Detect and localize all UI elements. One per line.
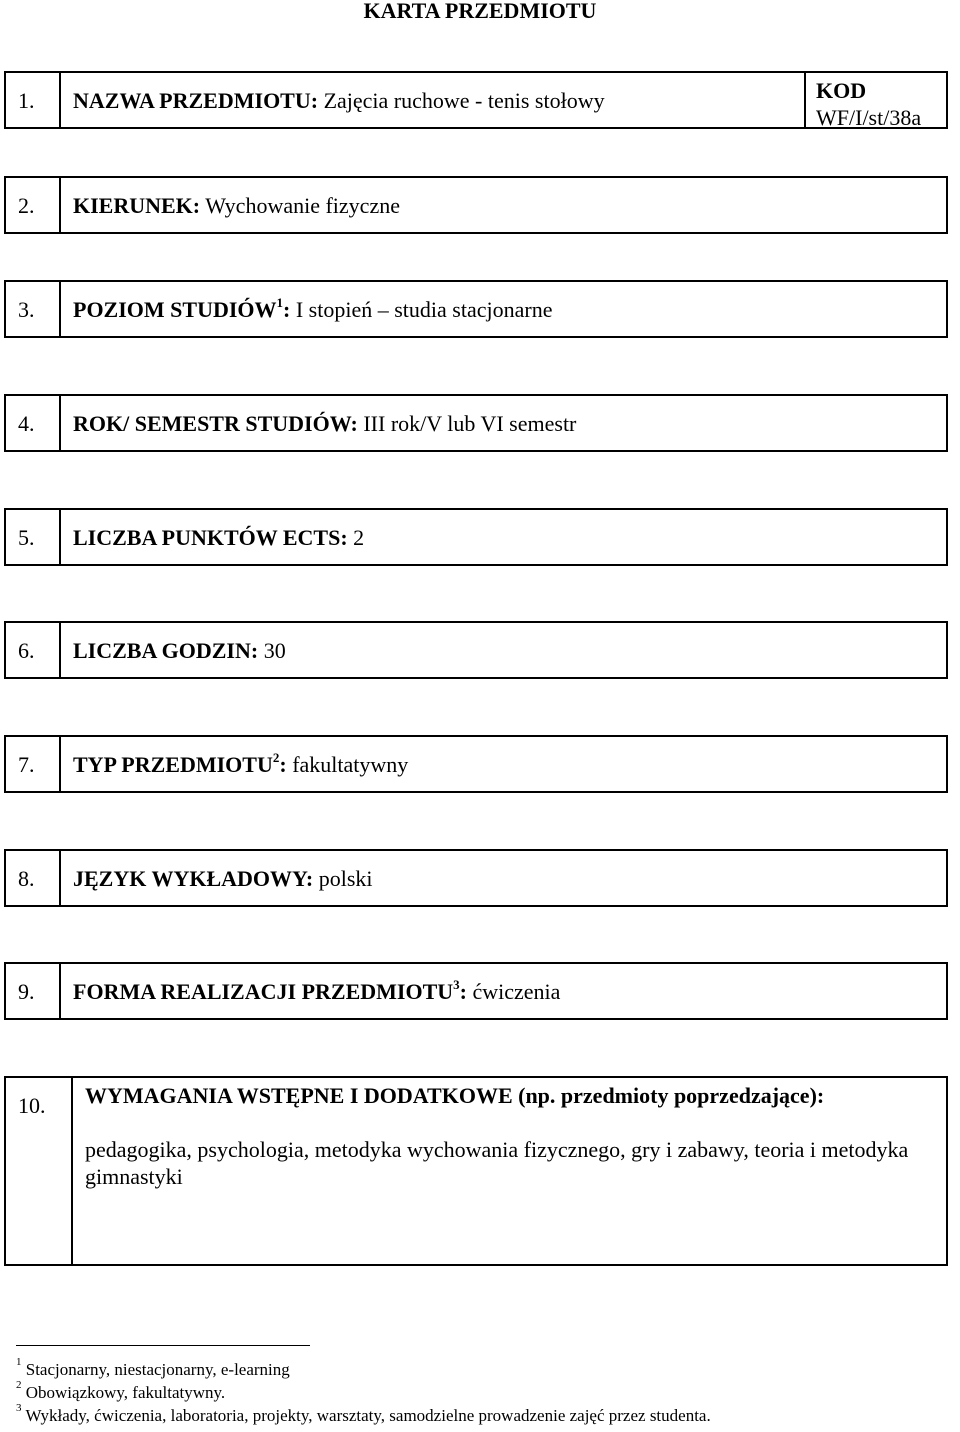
row-number: 3. — [6, 282, 61, 336]
page-title: KARTA PRZEDMIOTU — [363, 0, 597, 23]
row-10-prerequisites — [4, 1076, 948, 1266]
row-3-study-level — [4, 280, 948, 338]
row-2-field-of-study — [4, 176, 948, 234]
row-label: NAZWA PRZEDMIOTU: — [73, 88, 319, 113]
row-value: I stopień – studia stacjonarne — [295, 297, 553, 322]
row-number: 9. — [6, 964, 61, 1018]
row-label: FORMA REALIZACJI PRZEDMIOTU — [73, 979, 454, 1004]
row-value: polski — [318, 866, 373, 891]
row-8-language — [4, 849, 948, 907]
row-value: fakultatywny — [292, 752, 409, 777]
row-value: 30 — [263, 638, 286, 663]
row-label: LICZBA PUNKTÓW ECTS: — [73, 525, 348, 550]
row-value: pedagogika, psychologia, metodyka wychowania fizycznego, gry i zabawy, teoria i metodyka gimnastyki — [85, 1137, 909, 1189]
row-number: 5. — [6, 510, 61, 564]
row-label: WYMAGANIA WSTĘPNE I DODATKOWE (np. przedmioty poprzedzające): — [85, 1083, 825, 1108]
row-label: TYP PRZEDMIOTU — [73, 752, 273, 777]
footnote-text: Wykłady, ćwiczenia, laboratoria, projekty, warsztaty, samodzielne prowadzenie zajęć przez studenta. — [25, 1406, 711, 1425]
row-label: ROK/ SEMESTR STUDIÓW: — [73, 411, 358, 436]
footnote-ref: 1 — [276, 294, 284, 310]
row-value: Wychowanie fizyczne — [205, 193, 400, 218]
row-content: FORMA REALIZACJI PRZEDMIOTU$^3$: ćwiczenia — [73, 976, 561, 1004]
row-number: 1. — [6, 73, 61, 127]
row-content: POZIOM STUDIÓW$^1$: I stopień – studia stacjonarne — [73, 294, 553, 322]
footnote-item — [16, 1358, 711, 1381]
row-label: JĘZYK WYKŁADOWY: — [73, 866, 314, 891]
row-number: 4. — [6, 396, 61, 450]
row-label: KIERUNEK: — [73, 193, 201, 218]
row-value: 2 — [353, 525, 365, 550]
row-number: 2. — [6, 178, 61, 232]
footnote-mark: 2 — [16, 1379, 22, 1392]
row-9-delivery-form — [4, 962, 948, 1020]
row-value: ćwiczenia — [472, 979, 561, 1004]
row-content — [61, 73, 806, 127]
row-label: LICZBA GODZIN: — [73, 638, 259, 663]
row-content — [61, 851, 946, 905]
row-5-ects-points — [4, 508, 948, 566]
row-1-subject-name — [4, 71, 948, 129]
footnote-item — [16, 1381, 711, 1404]
row-content — [61, 396, 946, 450]
row-number: 10. — [6, 1078, 73, 1264]
footnote-text: Stacjonarny, niestacjonarny, e-learning — [25, 1360, 290, 1379]
row-content — [61, 510, 946, 564]
footnote-ref: 2 — [272, 749, 280, 765]
footnote-text: Obowiązkowy, fakultatywny. — [25, 1383, 226, 1402]
row-content — [73, 1078, 946, 1264]
row-value: Zajęcia ruchowe - tenis stołowy — [323, 88, 605, 113]
footnotes — [16, 1358, 711, 1427]
row-4-year-semester — [4, 394, 948, 452]
row-6-hours — [4, 621, 948, 679]
row-number: 8. — [6, 851, 61, 905]
footnote-ref: 3 — [453, 976, 460, 992]
code-cell — [806, 73, 946, 130]
footnote-mark: 3 — [16, 1402, 22, 1415]
row-content — [61, 178, 946, 232]
code-label: KOD — [816, 78, 867, 103]
row-label: POZIOM STUDIÓW — [73, 297, 277, 322]
row-number: 6. — [6, 623, 61, 677]
row-content — [61, 623, 946, 677]
footnote-separator — [16, 1345, 310, 1346]
footnote-item — [16, 1404, 711, 1427]
row-content: TYP PRZEDMIOTU$^2$: fakultatywny — [73, 749, 409, 777]
row-7-subject-type — [4, 735, 948, 793]
footnote-mark: 1 — [16, 1356, 22, 1369]
row-value: III rok/V lub VI semestr — [363, 411, 577, 436]
code-value: WF/I/st/38a — [816, 105, 922, 130]
row-number: 7. — [6, 737, 61, 791]
